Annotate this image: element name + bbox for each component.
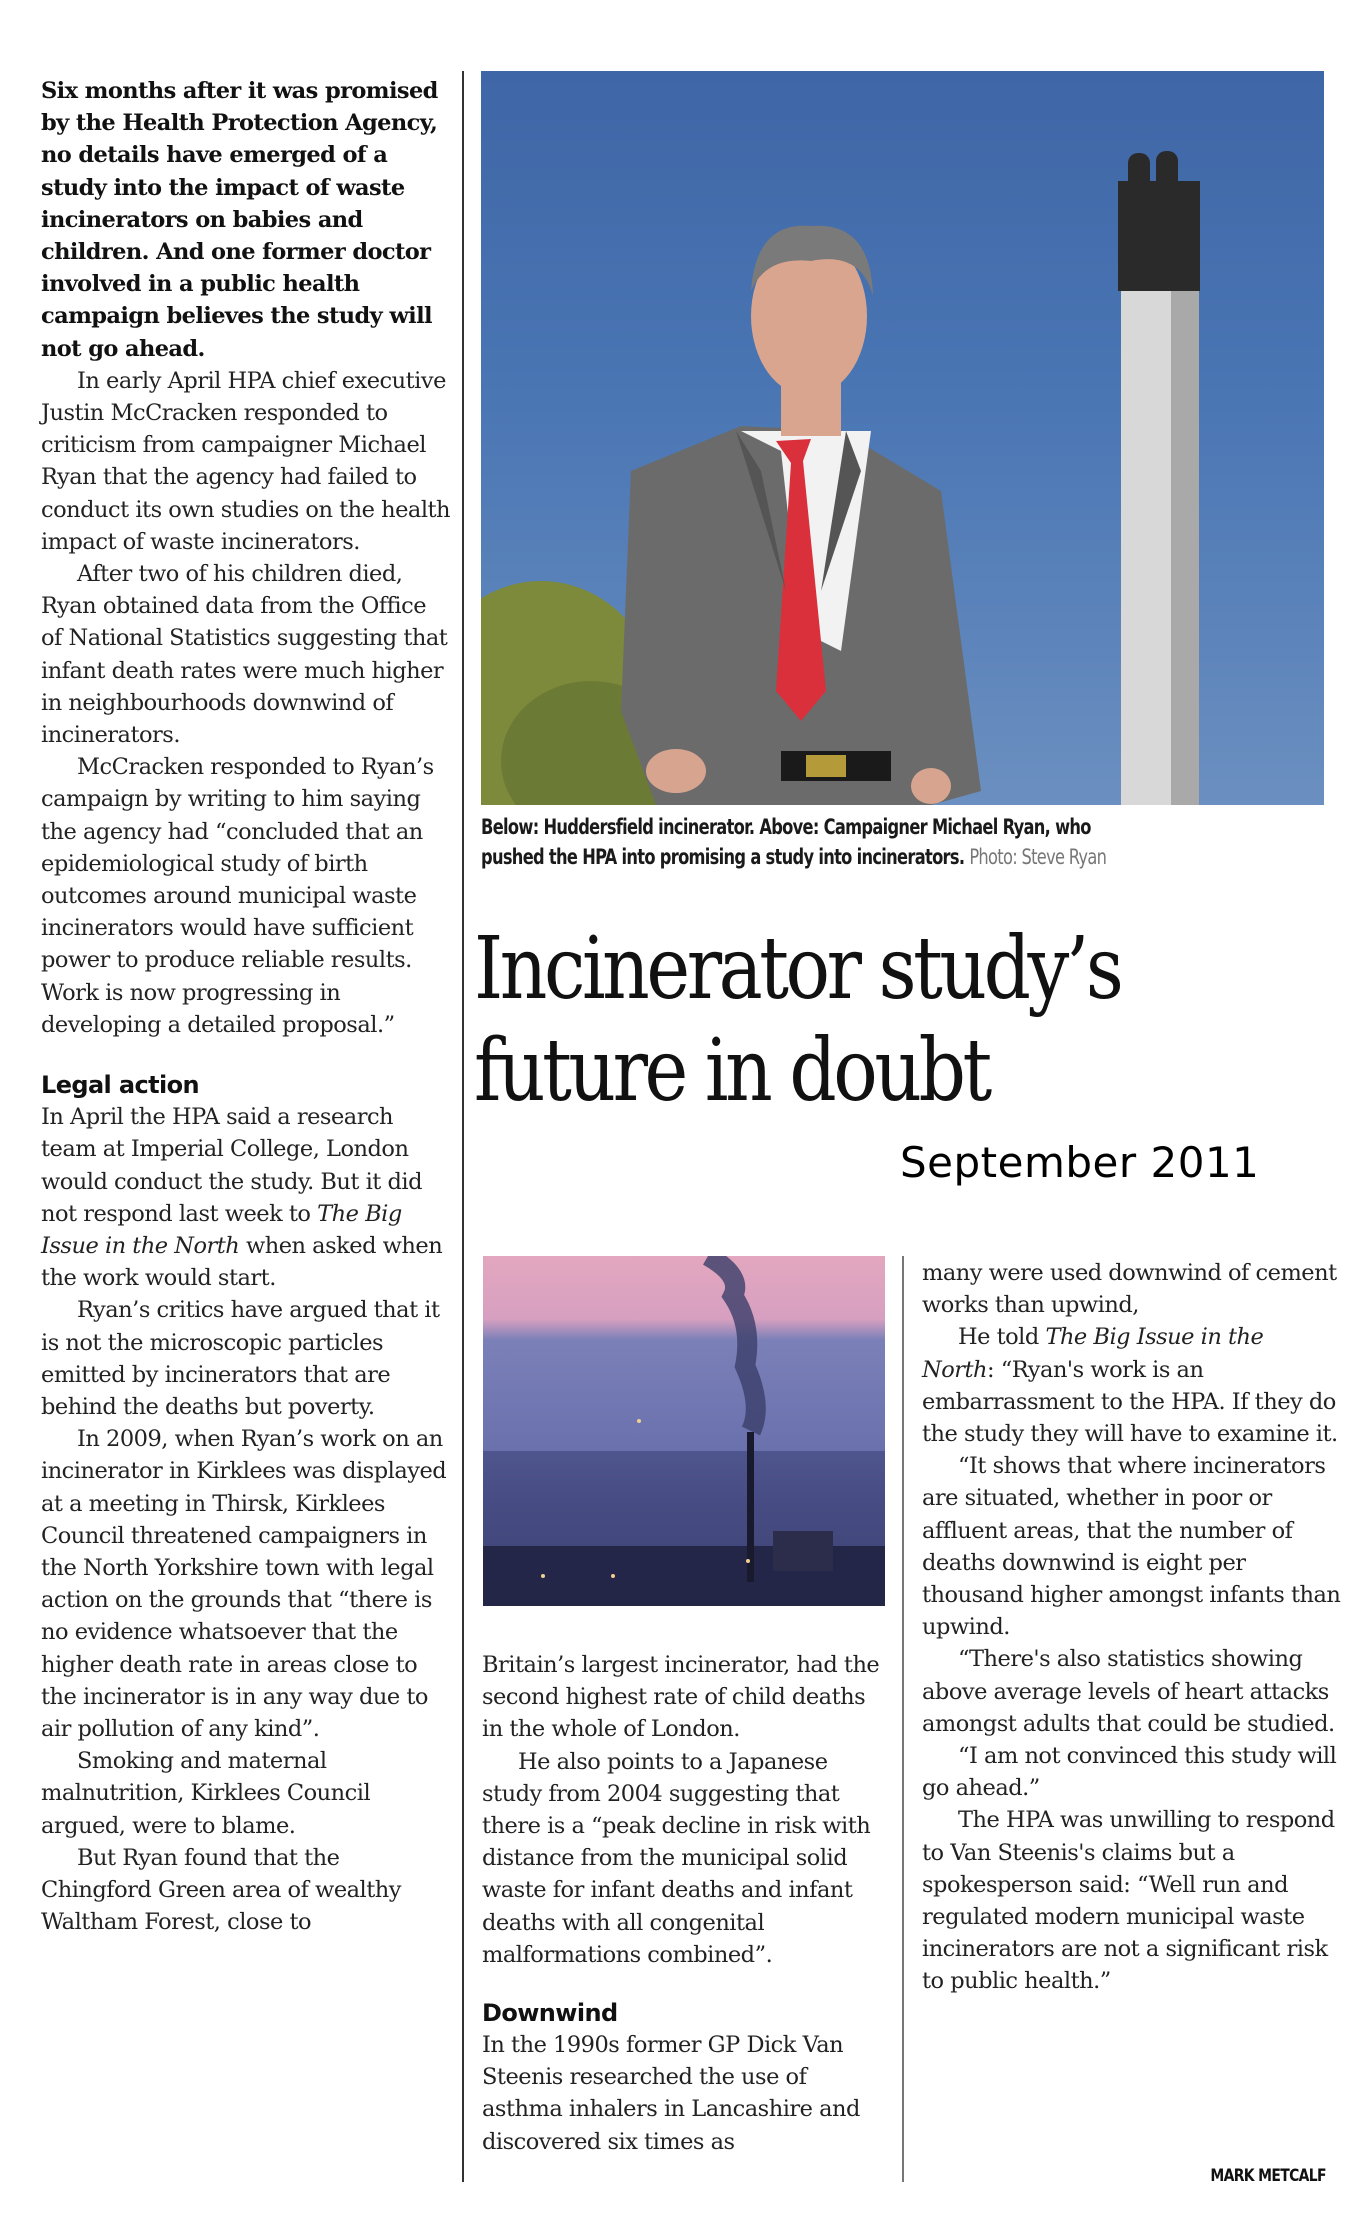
caption-text: pushed the HPA into promising a study into incinerators. [481,845,965,869]
text: : “Ryan's work is an embarrassment to the HPA. If they do the study they will have to examine it. [922,1356,1338,1448]
paragraph: Smoking and maternal malnutrition, Kirklees Council argued, were to blame. [41,1748,371,1839]
paragraph: He also points to a Japanese study from 2004 suggesting that there is a “peak decline in risk with distance from the municipal solid waste for infant deaths and infant deaths with all congenital malformations combined”. [482,1748,871,1968]
photo-michael-ryan [481,71,1324,805]
paragraph: McCracken responded to Ryan’s campaign by writing to him saying the agency had “concluded that an epidemiological study of birth outcomes around municipal waste incinerators would have sufficient power to produce reliable results. Work is now progressing in developing a detailed proposal.” [41,754,434,1038]
portrait-illustration [481,71,1324,805]
subhead-downwind: Downwind [482,1999,618,2028]
byline: MARK METCALF [1210,2166,1326,2186]
headline-line-2: future in doubt [474,1021,989,1121]
incinerator-dusk-illustration [483,1256,885,1606]
column-divider-left [462,71,464,2182]
paragraph: After two of his children died, Ryan obtained data from the Office of National Statistics suggesting that infant death rates were much higher in neighbourhoods downwind of incinerators. [41,561,448,749]
left-column [41,75,451,1938]
paragraph: But Ryan found that the Chingford Green area of wealthy Waltham Forest, close to [41,1844,401,1936]
photo-caption [481,812,1324,872]
publication-name: The Big Issue in the North [922,1324,1264,1383]
paragraph: many were used downwind of cement works than upwind, [922,1260,1337,1319]
paragraph: In 2009, when Ryan’s work on an incinerator in Kirklees was displayed at a meeting in Thirsk, Kirklees Council threatened campaigners in the North Yorkshire town with legal action on the grounds that “there is no evidence whatsoever that the higher death rate in areas close to the incinerator is in any way due to air pollution of any kind”. [41,1426,447,1742]
paragraph: “There's also statistics showing above average levels of heart attacks amongst adults that could be studied. [922,1646,1335,1737]
text: when asked when the work would start. [41,1232,443,1292]
text: In April the HPA said a research team at Imperial College, London would conduct the study. But it did not respond last week to [41,1104,422,1227]
middle-column [482,1649,882,2158]
paragraph: In early April HPA chief executive Justin McCracken responded to criticism from campaigner Michael Ryan that the agency had failed to conduct its own studies on the health impact of waste incinerators. [41,367,451,555]
headline-line-1: Incinerator study’s [474,919,1121,1019]
publication-name: The Big Issue in the North [41,1200,402,1259]
paragraph [922,1321,1342,1450]
paragraph: “It shows that where incinerators are situated, whether in poor or affluent areas, that the number of deaths downwind is eight per thousand higher amongst infants than upwind. [922,1453,1341,1641]
column-divider-right [902,1256,904,2182]
paragraph [41,1101,451,1294]
right-column [922,1257,1342,1998]
paragraph: In the 1990s former GP Dick Van Steenis researched the use of asthma inhalers in Lancashire and discovered six times as [482,2032,860,2155]
paragraph: Britain’s largest incinerator, had the second highest rate of child deaths in the whole of London. [482,1652,880,1743]
paragraph: The HPA was unwilling to respond to Van Steenis's claims but a spokesperson said: “Well run and regulated modern municipal waste incinerators are not a significant risk to public health.” [922,1807,1335,1995]
subhead-legal-action: Legal action [41,1071,200,1100]
photo-huddersfield-incinerator [483,1256,885,1606]
caption-line-1: Below: Huddersfield incinerator. Above: Campaigner Michael Ryan, who [481,815,1091,839]
paragraph: Ryan’s critics have argued that it is not the microscopic particles emitted by incinerators that are behind the deaths but poverty. [41,1297,440,1420]
photo-credit: Photo: Steve Ryan [969,845,1107,869]
caption-line-2 [481,842,1324,872]
paragraph: “I am not convinced this study will go ahead.” [922,1743,1337,1802]
text: He told [958,1324,1046,1351]
dateline: September 2011 [900,1138,1260,1187]
headline [474,918,1120,1122]
article-lead: Six months after it was promised by the Health Protection Agency, no details have emerged of a study into the impact of waste incinerators on babies and children. And one former doctor involved in a public health campaign believes the study will not go ahead. [41,78,438,362]
